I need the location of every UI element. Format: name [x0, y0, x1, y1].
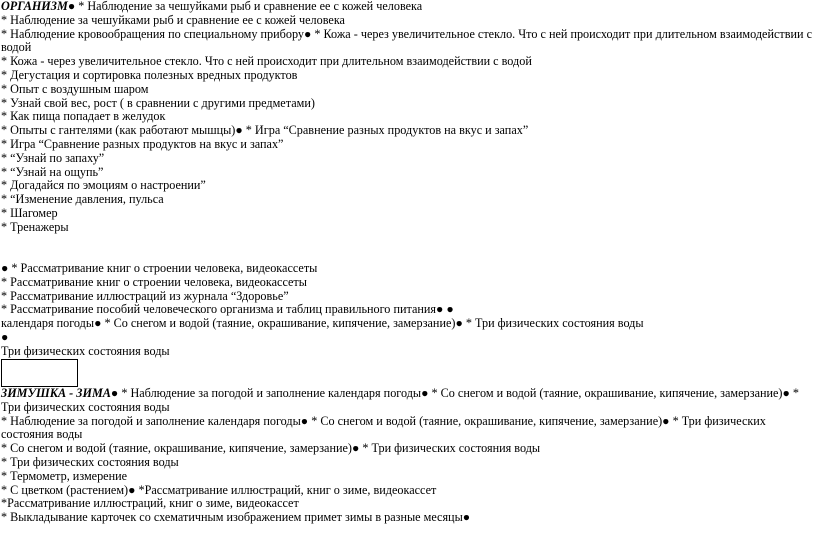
list-item: ● * Рассматривание книг о строении человека, видеокассеты: [1, 261, 318, 275]
list-item: * Узнай свой вес, рост ( в сравнении с другими предметами): [1, 95, 315, 110]
list-item: * Догадайся по эмоциям о настроении”: [1, 178, 206, 193]
list-item: * Тренажеры: [1, 219, 69, 234]
list-item: * Три физических состояния воды: [1, 454, 179, 469]
list-item: * Со снегом и водой (таяние, окрашивание, кипячение, замерзание)● * Три физических состояния воды: [1, 441, 541, 456]
list-item: *Рассматривание иллюстраций, книг о зиме, видеокассет: [1, 496, 299, 511]
list-item: * “Узнай на ощупь”: [1, 164, 104, 179]
list-item: Три физических состояния воды: [1, 343, 170, 358]
section-organism-first-line: [1, 0, 814, 14]
list-item: * Как пища попадает в желудок: [1, 109, 166, 124]
empty-frame: [1, 359, 78, 387]
list-item: * Наблюдение за чешуйками рыб и сравнение ее с кожей человека: [1, 12, 345, 27]
list-item: * Выкладывание карточек со схематичным изображением примет зимы в разные месяцы●: [1, 510, 471, 525]
section-winter-first-line: [1, 387, 814, 415]
section-organism: [1, 0, 814, 235]
list-item: * Кожа - через увеличительное стекло. Что с ней происходит при длительном взаимодействии с водой: [1, 54, 532, 69]
list-item: * Рассматривание иллюстраций из журнала “Здоровье”: [1, 288, 289, 303]
first-line-text: ● * Наблюдение за чешуйками рыб и сравнение ее с кожей человека: [67, 0, 423, 13]
section-heading-organism: ОРГАНИЗМ: [1, 0, 68, 13]
list-item: * Опыт с воздушным шаром: [1, 81, 149, 96]
list-item: * Термометр, измерение: [1, 468, 128, 483]
list-item: * Наблюдение кровообращения по специальному прибору● * Кожа - через увеличительное стекло. Что с ней происходит при длительном взаимодействии с водой: [1, 26, 812, 55]
list-item: * Наблюдение за погодой и заполнение календаря погоды● * Со снегом и водой (таяние, окрашивание, кипячение, замерзание)● * Три физических состояния воды: [1, 413, 766, 442]
section-winter: [1, 387, 814, 525]
list-item: календаря погоды● * Со снегом и водой (таяние, окрашивание, кипячение, замерзание)● * Три физических состояния воды: [1, 316, 644, 331]
list-item: * Игра “Сравнение разных продуктов на вкус и запах”: [1, 136, 284, 151]
list-item: * Шагомер: [1, 205, 58, 220]
list-item: * Опыты с гантелями (как работают мышцы)● * Игра “Сравнение разных продуктов на вкус и запах”: [1, 123, 529, 138]
list-item: * Рассматривание пособий человеческого организма и таблиц правильного питания● ●: [1, 302, 454, 317]
list-item: * Дегустация и сортировка полезных вредных продуктов: [1, 67, 298, 82]
section-books: [1, 262, 814, 359]
list-item: * “Узнай по запаху”: [1, 150, 105, 165]
bullet-line: ●: [1, 329, 9, 344]
list-item: * “Изменение давления, пульса: [1, 192, 164, 207]
first-line-text: ● * Наблюдение за погодой и заполнение календаря погоды● * Со снегом и водой (таяние, окрашивание, кипячение, замерзание)● * Три физических состояния воды: [1, 386, 799, 414]
section-heading-winter: ЗИМУШКА - ЗИМА: [1, 386, 111, 400]
list-item: * Рассматривание книг о строении человека, видеокассеты: [1, 274, 307, 289]
list-item: * С цветком (растением)● *Рассматривание иллюстраций, книг о зиме, видеокассет: [1, 482, 437, 497]
